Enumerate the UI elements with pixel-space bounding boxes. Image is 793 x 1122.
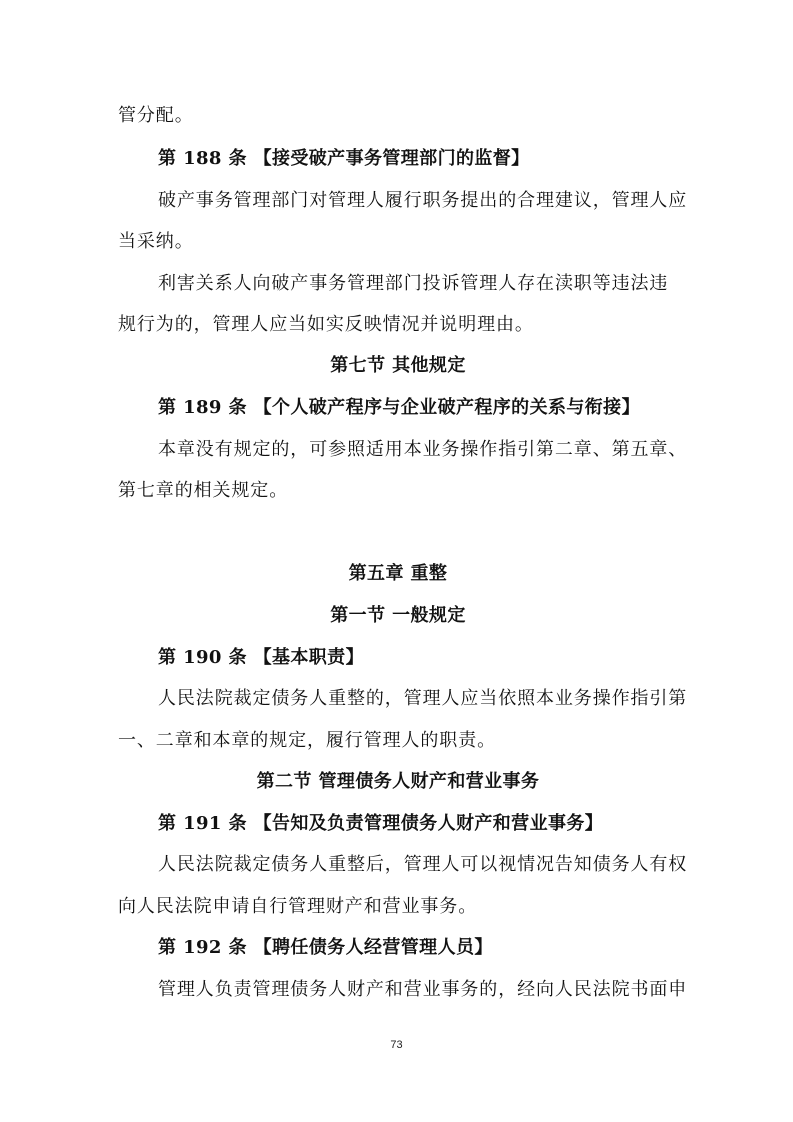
article-heading-188: 第 188 条 【接受破产事务管理部门的监督】 [158, 148, 530, 169]
paragraph-line: 第七章的相关规定。 [118, 480, 289, 501]
section-heading-2: 第二节 管理债务人财产和营业事务 [256, 771, 540, 792]
paragraph-line: 一、二章和本章的规定，履行管理人的职责。 [118, 730, 496, 751]
article-heading-190: 第 190 条 【基本职责】 [158, 647, 364, 668]
paragraph-line: 利害关系人向破产事务管理部门投诉管理人存在渎职等违法违 [158, 273, 669, 294]
chapter-heading-5: 第五章 重整 [348, 563, 448, 584]
paragraph-line: 管分配。 [118, 105, 194, 126]
paragraph-line: 人民法院裁定债务人重整后，管理人可以视情况告知债务人有权 [158, 854, 688, 875]
paragraph-line: 规行为的，管理人应当如实反映情况并说明理由。 [118, 314, 534, 335]
paragraph-line: 破产事务管理部门对管理人履行职务提出的合理建议，管理人应 [158, 190, 688, 211]
paragraph-line: 本章没有规定的，可参照适用本业务操作指引第二章、第五章、 [158, 439, 688, 460]
page-number: 73 [390, 1039, 403, 1051]
paragraph-line: 当采纳。 [118, 231, 194, 252]
paragraph-line: 向人民法院申请自行管理财产和营业事务。 [118, 896, 478, 917]
section-heading-1: 第一节 一般规定 [330, 605, 466, 626]
article-heading-191: 第 191 条 【告知及负责管理债务人财产和营业事务】 [158, 813, 604, 834]
article-heading-189: 第 189 条 【个人破产程序与企业破产程序的关系与衔接】 [158, 397, 640, 418]
article-heading-192: 第 192 条 【聘任债务人经营管理人员】 [158, 937, 493, 958]
section-heading-7: 第七节 其他规定 [330, 355, 466, 376]
paragraph-line: 管理人负责管理债务人财产和营业事务的，经向人民法院书面申 [158, 979, 688, 1000]
paragraph-line: 人民法院裁定债务人重整的，管理人应当依照本业务操作指引第 [158, 688, 688, 709]
